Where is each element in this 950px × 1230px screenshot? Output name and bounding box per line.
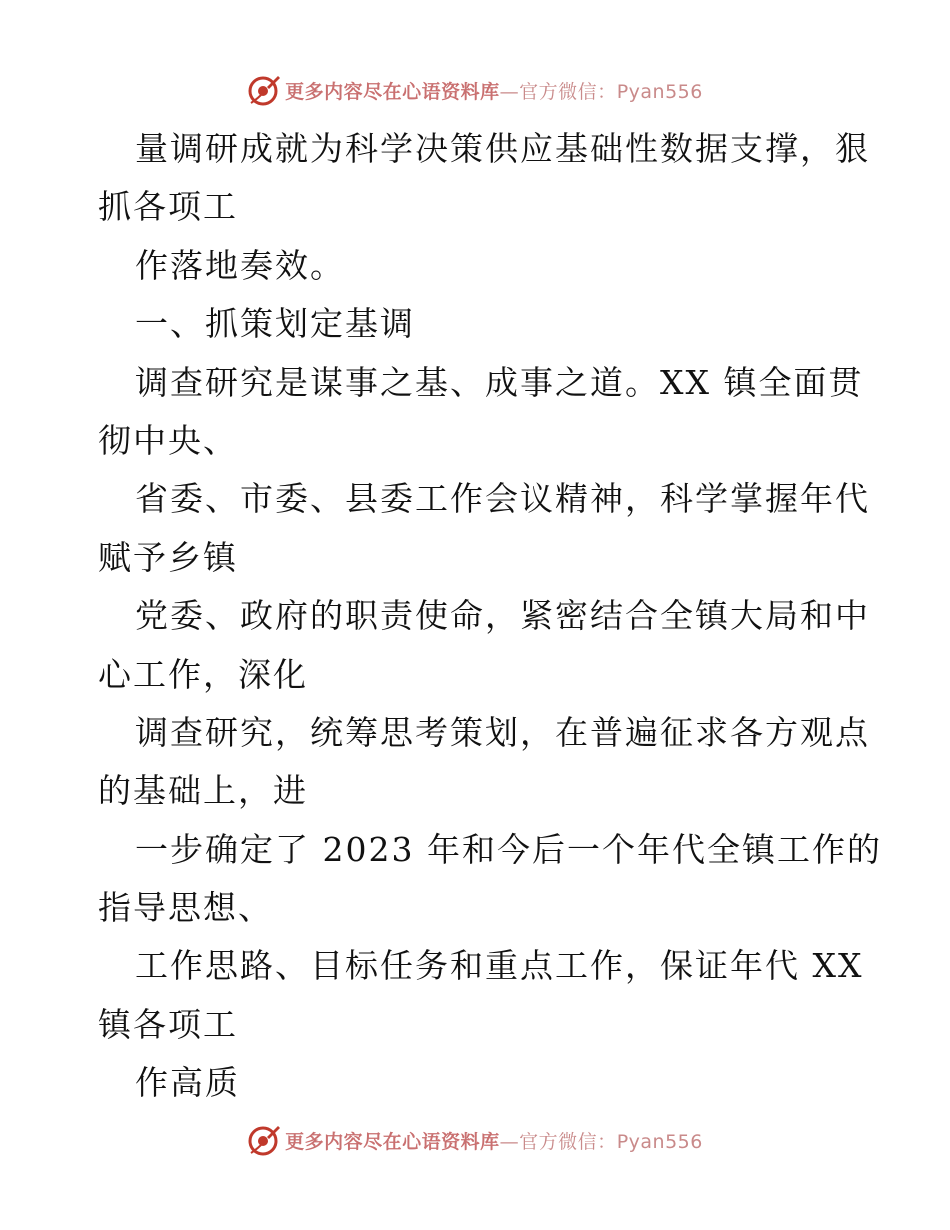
- text-line: 作落地奏效。: [135, 245, 345, 285]
- text-line: 量调研成就为科学决策供应基础性数据支撑，狠: [135, 129, 870, 168]
- watermark-text: 更多内容尽在心语资料库—官方微信：Pyan556: [285, 1130, 703, 1153]
- pen-logo-icon: [247, 1123, 281, 1157]
- text-line: 彻中央、: [98, 420, 238, 460]
- text-line: 一步确定了 2023 年和今后一个年代全镇工作的: [135, 829, 882, 869]
- watermark-text: 更多内容尽在心语资料库—官方微信：Pyan556: [285, 80, 703, 103]
- text-line: 的基础上，进: [98, 771, 308, 811]
- text-line: 党委、政府的职责使命，紧密结合全镇大局和中: [135, 596, 870, 636]
- document-body: [98, 120, 882, 1113]
- text-line: 调查研究，统筹思考策划，在普遍征求各方观点: [135, 712, 870, 752]
- text-line: 心工作，深化: [98, 654, 308, 694]
- text-line: 工作思路、目标任务和重点工作，保证年代 XX: [135, 946, 864, 986]
- text-line: 作高质: [135, 1063, 240, 1103]
- header-watermark: [0, 70, 950, 110]
- footer-watermark: [0, 1120, 950, 1160]
- section-heading: 一、抓策划定基调: [135, 304, 415, 344]
- text-line: 调查研究是谋事之基、成事之道。XX 镇全面贯: [135, 362, 864, 402]
- text-line: 省委、市委、县委工作会议精神，科学掌握年代: [135, 479, 870, 519]
- text-line: 镇各项工: [98, 1004, 238, 1044]
- text-line: 抓各项工: [98, 187, 238, 227]
- pen-logo-icon: [247, 73, 281, 107]
- text-line: 指导思想、: [98, 888, 273, 928]
- text-line: 赋予乡镇: [98, 537, 238, 577]
